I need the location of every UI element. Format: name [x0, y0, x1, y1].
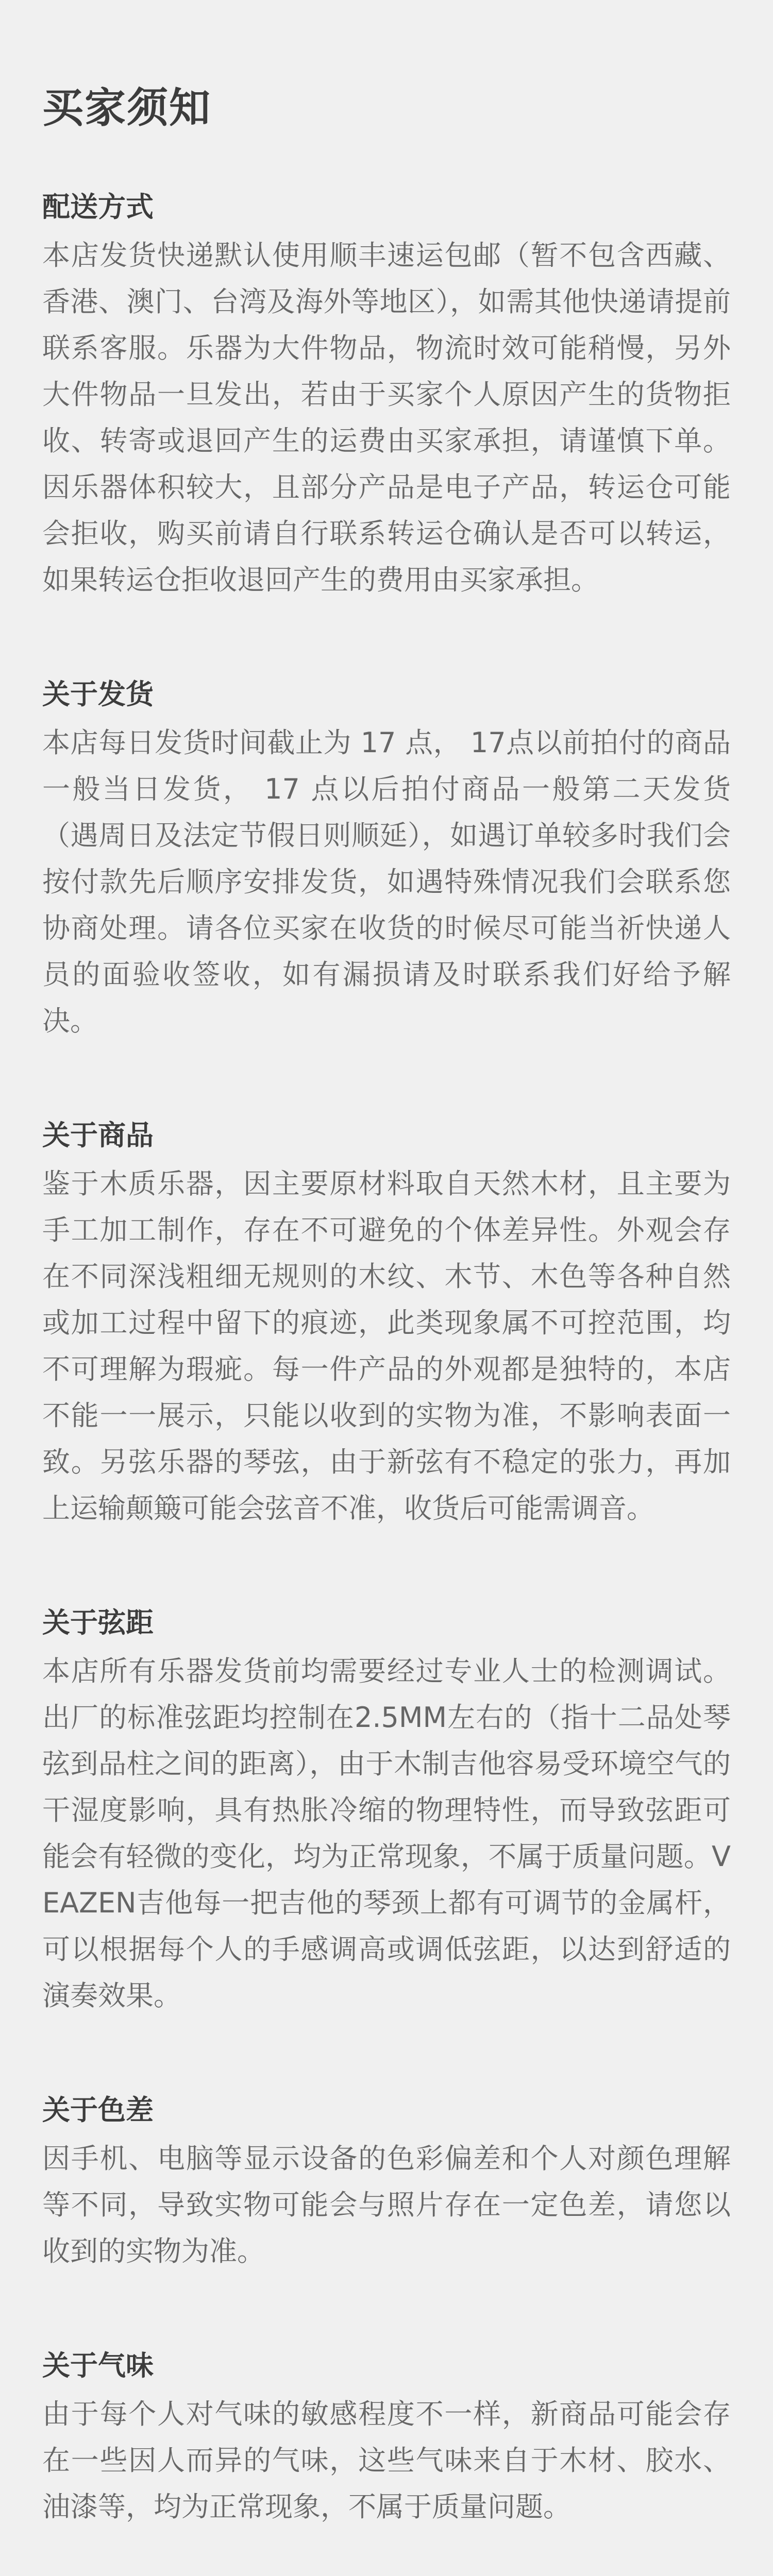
section-goods [42, 1119, 731, 1532]
section-body-goods: 鉴于木质乐器，因主要原材料取自天然木材，且主要为手工加工制作，存在不可避免的个体差异性。外观会存在不同深浅粗细无规则的木纹、木节、木色等各种自然或加工过程中留下的痕迹，此类现象属不可控范围，均不可理解为瑕疵。每一件产品的外观都是独特的，本店不能一一展示，只能以收到的实物为准，不影响表面一致。另弦乐器的琴弦，由于新弦有不稳定的张力，再加上运输颠簸可能会弦音不准，收货后可能需调音。 [42, 1167, 731, 1524]
section-odor [42, 2349, 731, 2530]
section-body-color-difference: 因手机、电脑等显示设备的色彩偏差和个人对颜色理解等不同，导致实物可能会与照片存在一定色差，请您以收到的实物为准。 [42, 2142, 731, 2267]
section-color-difference [42, 2096, 731, 2275]
section-body-string-action: 本店所有乐器发货前均需要经过专业人士的检测调试。出厂的标准弦距均控制在2.5MM左右的（指十二品处琴弦到品柱之间的距离），由于木制吉他容易受环境空气的干湿度影响，具有热胀冷缩的物理特性，而导致弦距可能会有轻微的变化，均为正常现象，不属于质量问题。VEAZEN吉他每一把吉他的琴颈上都有可调节的金属杆，可以根据每个人的手感调高或调低弦距，以达到舒适的演奏效果。 [42, 1655, 731, 2012]
section-title-color-difference: 关于色差 [42, 2094, 154, 2126]
section-body-odor: 由于每个人对气味的敏感程度不一样，新商品可能会存在一些因人而异的气味，这些气味来自于木材、胶水、油漆等，均为正常现象，不属于质量问题。 [42, 2398, 731, 2523]
section-title-shipping-method: 配送方式 [42, 191, 154, 223]
section-body-dispatch: 本店每日发货时间截止为 17 点， 17点以前拍付的商品一般当日发货， 17 点以后拍付商品一般第二天发货（遇周日及法定节假日则顺延），如遇订单较多时我们会按付款先后顺序安排发货，如遇特殊情况我们会联系您协商处理。请各位买家在收货的时候尽可能当祈快递人员的面验收签收，如有漏损请及时联系我们好给予解决。 [42, 726, 731, 1037]
section-shipping-method [42, 193, 731, 603]
section-title-goods: 关于商品 [42, 1119, 154, 1151]
section-title-string-action: 关于弦距 [42, 1606, 154, 1639]
section-string-action [42, 1606, 731, 2019]
section-body-shipping-method: 本店发货快递默认使用顺丰速运包邮（暂不包含西藏、香港、澳门、台湾及海外等地区），如需其他快递请提前联系客服。乐器为大件物品，物流时效可能稍慢，另外大件物品一旦发出，若由于买家个人原因产生的货物拒收、转寄或退回产生的运费由买家承担，请谨慎下单。因乐器体积较大，且部分产品是电子产品，转运仓可能会拒收，购买前请自行联系转运仓确认是否可以转运，如果转运仓拒收退回产生的费用由买家承担。 [42, 239, 731, 596]
section-dispatch [42, 678, 731, 1044]
section-title-odor: 关于气味 [42, 2349, 154, 2382]
page-title: 买家须知 [42, 84, 211, 132]
section-title-dispatch: 关于发货 [42, 678, 154, 710]
